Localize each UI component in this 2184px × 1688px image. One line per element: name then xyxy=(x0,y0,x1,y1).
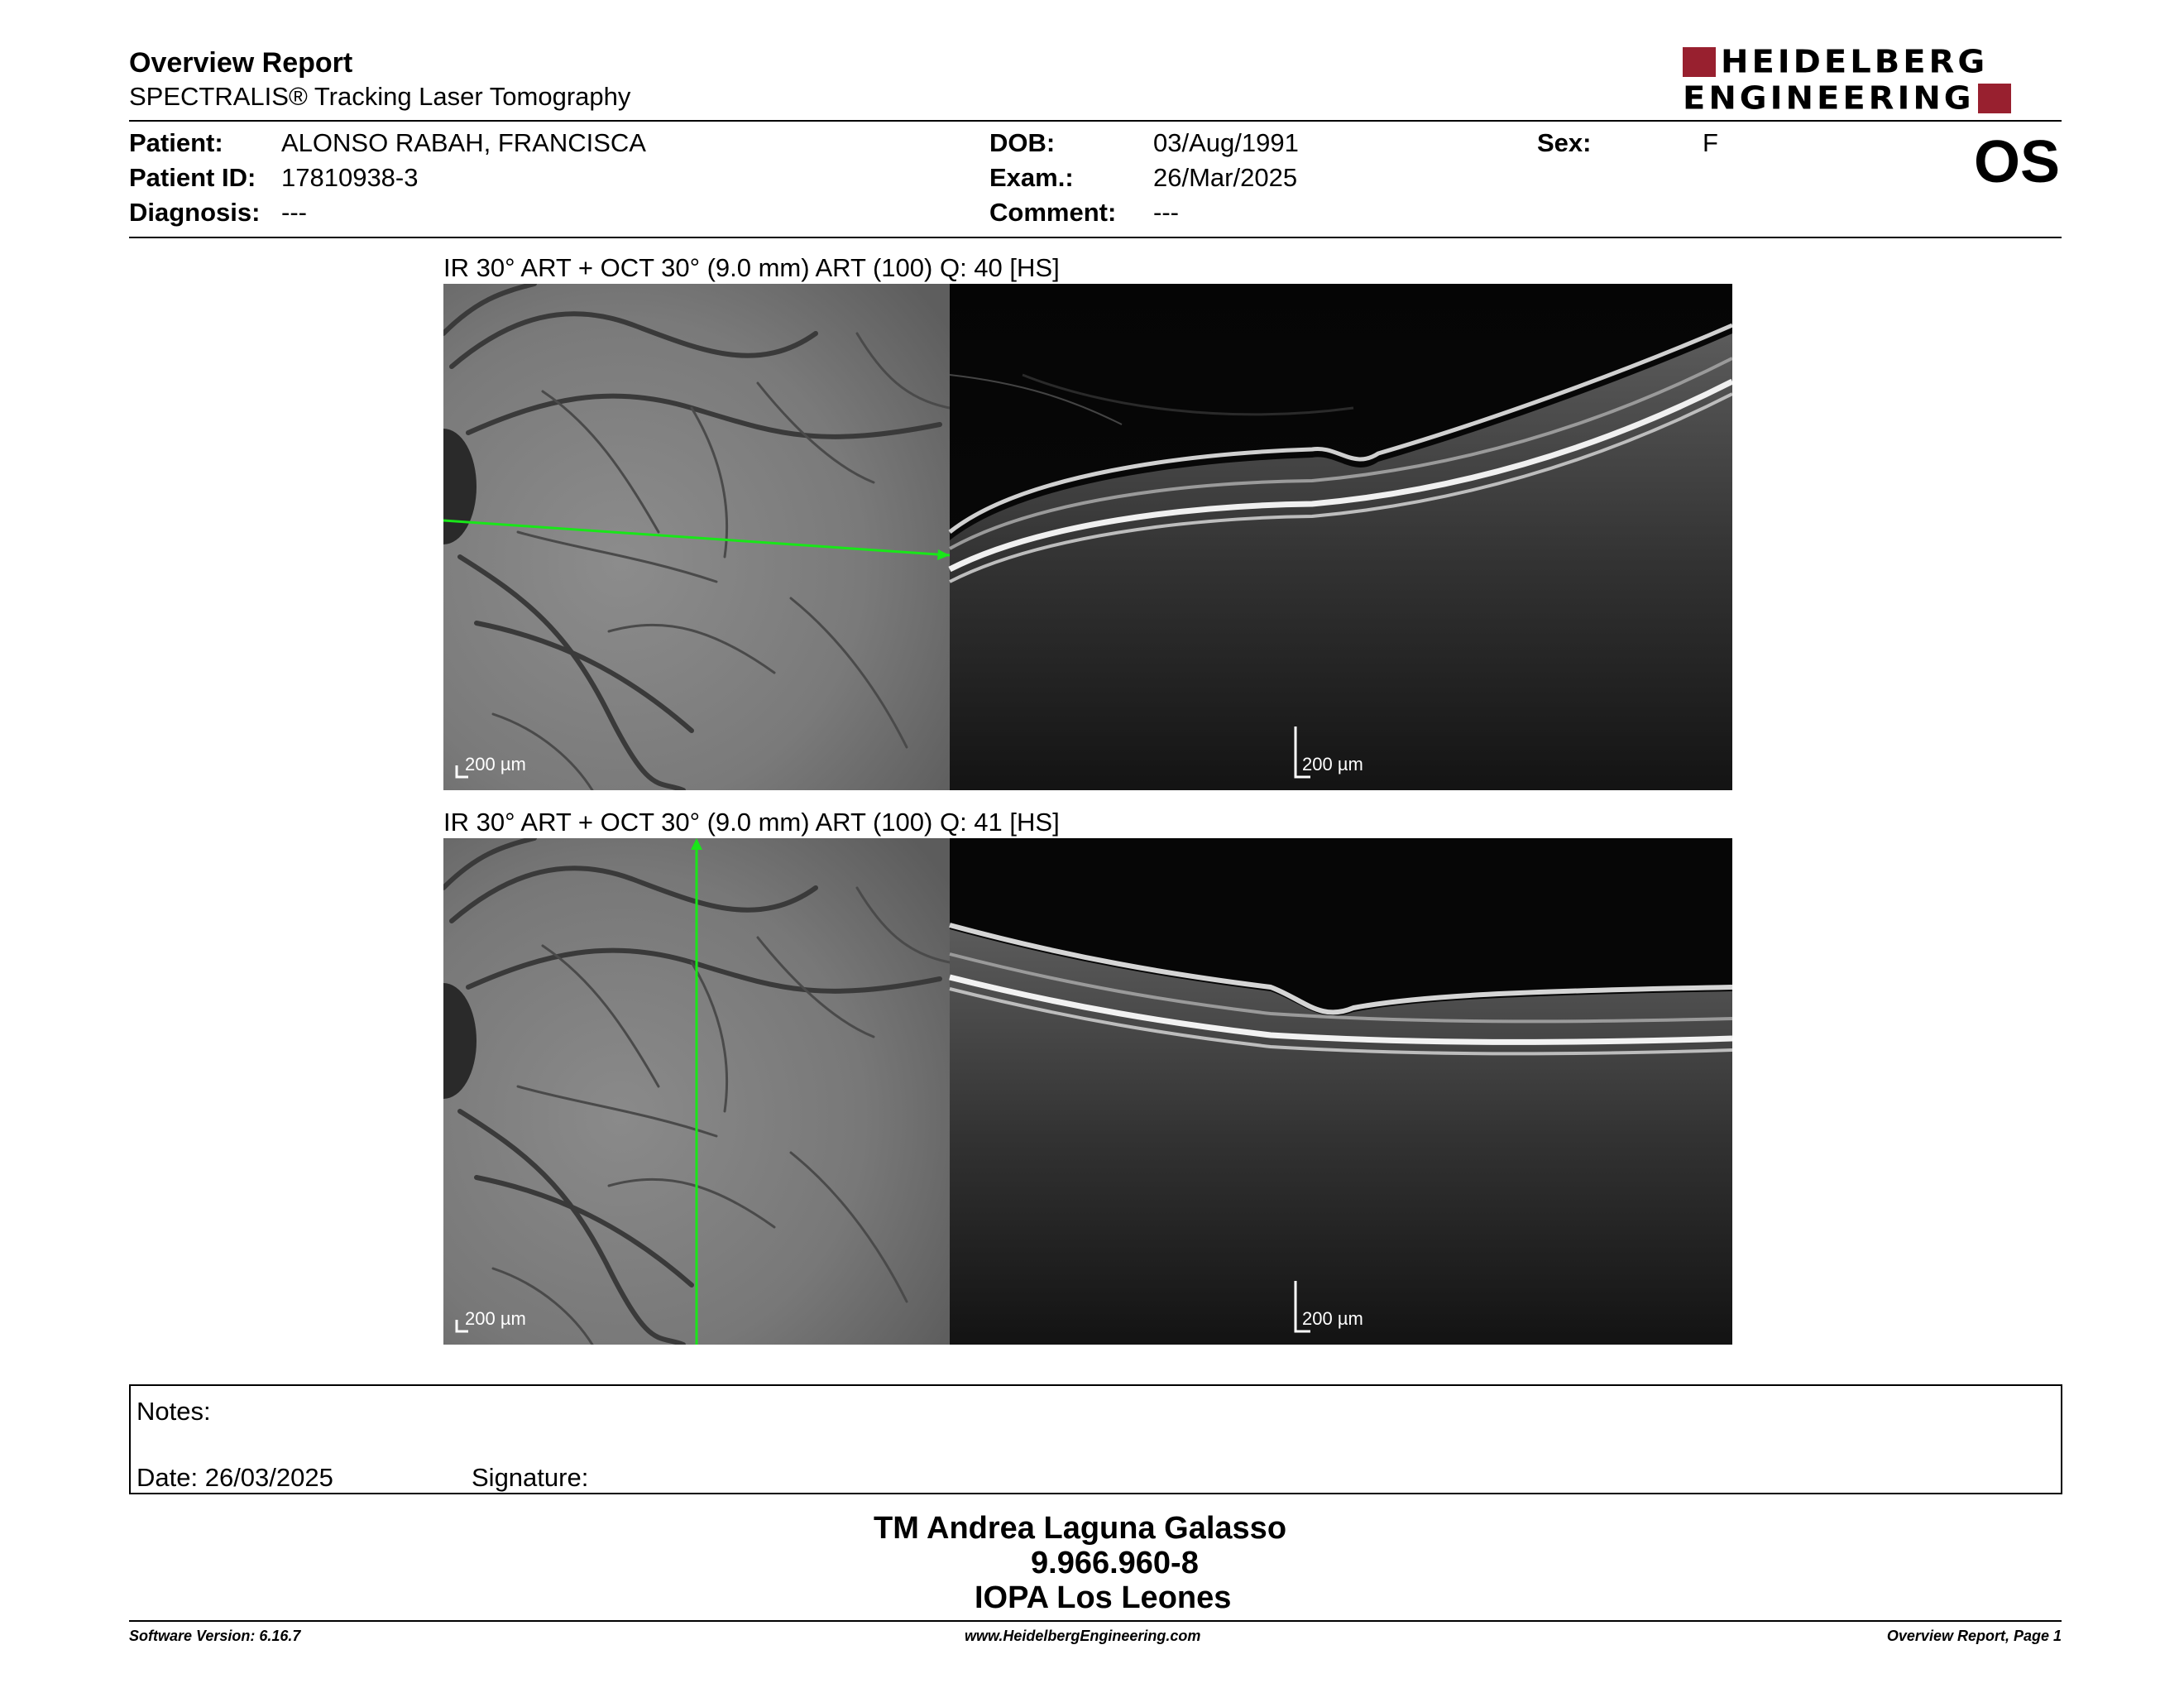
report-subtitle: SPECTRALIS® Tracking Laser Tomography xyxy=(129,82,631,111)
patient-name: ALONSO RABAH, FRANCISCA xyxy=(281,128,646,157)
scan-1-title: IR 30° ART + OCT 30° (9.0 mm) ART (100) Q: 40 [HS] xyxy=(443,253,1060,282)
patient-id: 17810938-3 xyxy=(281,163,419,192)
scan-2-images xyxy=(443,838,1732,1345)
exam-value: 26/Mar/2025 xyxy=(1153,163,1298,192)
fundus-2-scale-label: 200 µm xyxy=(465,1308,526,1329)
dob-label: DOB: xyxy=(989,128,1056,157)
logo-square-top xyxy=(1683,47,1716,77)
oct-1-scale-label: 200 µm xyxy=(1302,754,1363,774)
header-rule xyxy=(129,120,2062,122)
notes-label: Notes: xyxy=(136,1397,211,1426)
stamp-id: 9.966.960-8 xyxy=(1031,1546,1199,1580)
scan-2-title: IR 30° ART + OCT 30° (9.0 mm) ART (100) Q: 41 [HS] xyxy=(443,808,1060,837)
report-title: Overview Report xyxy=(129,47,353,79)
fundus-1-scale-label: 200 µm xyxy=(465,754,526,774)
scan-1-panel xyxy=(443,284,1732,790)
logo-line1: HEIDELBERG xyxy=(1721,44,1989,80)
patient-rule xyxy=(129,237,2062,238)
comment-value: --- xyxy=(1153,198,1179,227)
exam-label: Exam.: xyxy=(989,163,1074,192)
patient-label: Patient: xyxy=(129,128,223,157)
footer-website: www.HeidelbergEngineering.com xyxy=(965,1628,1201,1644)
logo-line2: ENGINEERING xyxy=(1683,80,1975,117)
oct-image-1 xyxy=(950,284,1732,790)
stamp-institution: IOPA Los Leones xyxy=(975,1580,1232,1615)
notes-date: Date: 26/03/2025 xyxy=(136,1463,333,1492)
comment-label: Comment: xyxy=(989,198,1117,227)
oct-image-2 xyxy=(950,838,1732,1345)
footer-page: Overview Report, Page 1 xyxy=(1886,1628,2062,1644)
logo-square-bottom xyxy=(1978,84,2011,113)
footer-software-version: Software Version: 6.16.7 xyxy=(129,1628,301,1644)
footer-rule xyxy=(129,1620,2062,1622)
notes-box xyxy=(129,1384,2062,1494)
patient-id-label: Patient ID: xyxy=(129,163,256,192)
eye-laterality: OS xyxy=(1973,129,2060,195)
sex-label: Sex: xyxy=(1537,128,1592,157)
diagnosis-label: Diagnosis: xyxy=(129,198,261,227)
fundus-image-1 xyxy=(443,284,950,790)
signature-label: Signature: xyxy=(472,1463,589,1492)
oct-2-scale-label: 200 µm xyxy=(1302,1308,1363,1329)
diagnosis-value: --- xyxy=(281,198,307,227)
scan-2-panel xyxy=(443,838,1732,1345)
sex-value: F xyxy=(1703,128,1718,157)
dob-value: 03/Aug/1991 xyxy=(1153,128,1299,157)
heidelberg-logo xyxy=(1683,44,2060,117)
scan-1-images xyxy=(443,284,1732,790)
stamp-name: TM Andrea Laguna Galasso xyxy=(874,1511,1287,1546)
fundus-image-2 xyxy=(443,838,950,1345)
